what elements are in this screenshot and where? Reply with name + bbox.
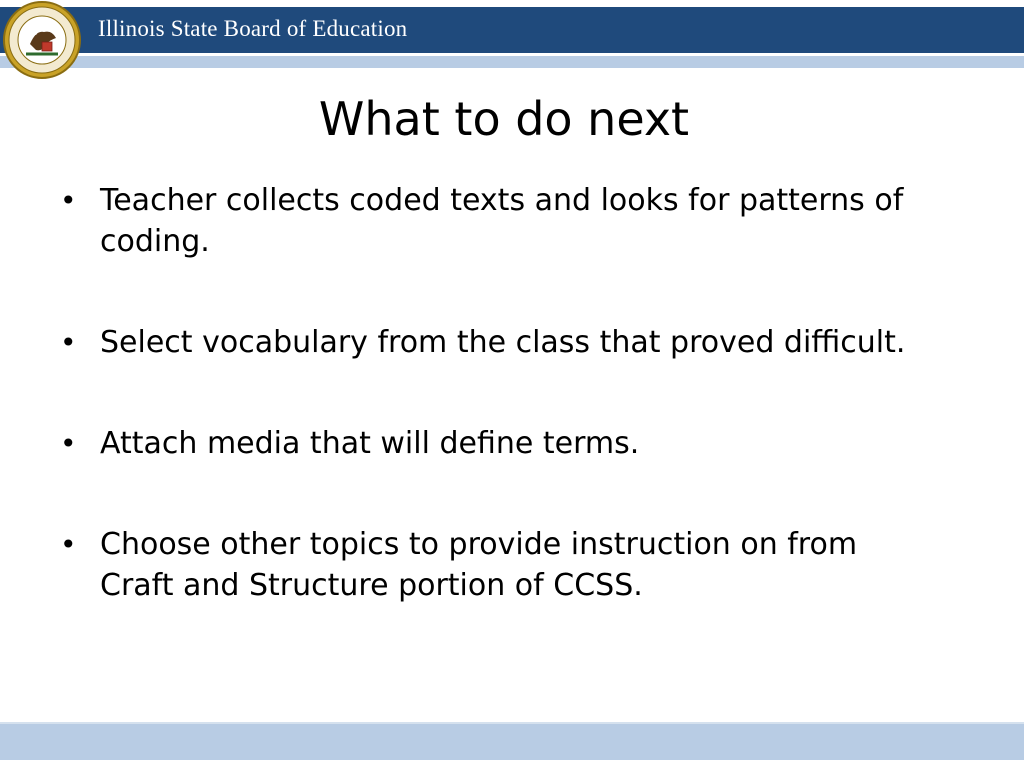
state-seal-icon xyxy=(2,0,82,80)
bullet-item xyxy=(58,524,938,606)
bullet-item xyxy=(58,322,938,363)
bullet-item xyxy=(58,423,938,464)
bullet-dot-icon: • xyxy=(60,184,77,217)
bullet-text: Choose other topics to provide instruction on from Craft and Structure portion of CCSS. xyxy=(100,527,858,603)
bullet-dot-icon: • xyxy=(60,427,77,460)
bullet-text: Teacher collects coded texts and looks for patterns of coding. xyxy=(100,183,904,259)
footer-band xyxy=(0,724,1024,760)
bullet-list xyxy=(58,180,938,606)
bullet-item xyxy=(58,180,938,262)
bullet-dot-icon: • xyxy=(60,326,77,359)
header-accent-stripe xyxy=(0,56,1024,68)
bullet-text: Attach media that will define terms. xyxy=(100,426,640,461)
bullet-text: Select vocabulary from the class that proved difficult. xyxy=(100,325,906,360)
organization-name: Illinois State Board of Education xyxy=(98,16,408,41)
slide-title: What to do next xyxy=(318,92,690,146)
bullet-dot-icon: • xyxy=(60,528,77,561)
